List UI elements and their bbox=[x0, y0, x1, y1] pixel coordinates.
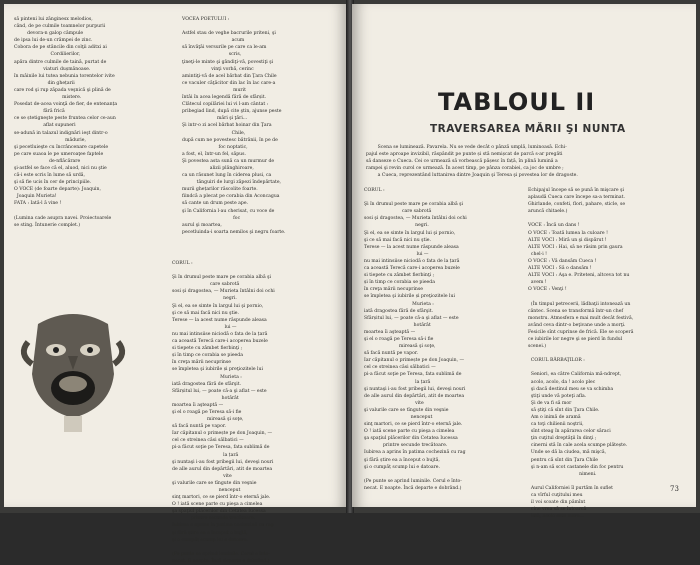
left-column-1: să pinteni lui zănginesx melodios, când, de pe culmile toamnelor purpurii devora-n galop câmpule de ipsa lui de-un crâmpei de zinc. Cobora de pe stâncile din colţii aditxi ai Cordilierilor, apăra dintre culmile de taină, purtat de viaturi dușmănoase. în mâinile lui tutea nebunia torentelor ivite din ghețarii care rod şi rup zăpada veşnică şi plină de mistere. Posedat de-acea voinţă de fier, de entenanța fără frică ce se ștetigneşte peste fruntea celor ce-aun aflat supuneri se-adună in talazul indignări ieşt dintr-o mâdurie, şi pecetluieşte cu încrâncenare capetele pe care suaoa le pe umeroaţee faptele de-nflăcărare şi-astfel se face că el, aluod, nici nu ştie că-i este scris în lume să urdă, şi să fie ucis în cer de principiile. O VOCE (de foarte departe): Joaquin, Joaquin Murieta! FATA : Iată-l ă vine ! (Lumina cade asupra navei. Proiectoarele se sting. Întunerie complet.) bbox=[14, 17, 118, 228]
left-column-2: VOCEA POETULUI : Astfel stau de veghe bacrurile priteni, şi acum să învăţăi versurile pe care ca le-am scris, ţineţi-le minte şi gândiţi-vă, povestiţi şi vinţi vorbă, cerinc amintiţi-vă de acel bărbat din Ţara Chile ce vaculer căţăcitor din lac în lac care-a murit întâi în acea legendă fără de sfârșit. Clătecul copilăriei lui vi l-am cântat : pribegiad lind, după cite ştin, ajunse peste mări şi ţări... Şi intr-o zi acel bărbat hoinar din Ţara Chile, după cum ne povestesc bătrânii, în pe de foc noptatic, a fost, el, într-un fel, săpus. Şi povestea asta sună ca un murmur de alizii plânghiroare, ca un răsunet lung în ciderea plusi, ca tânguiri de lurgi zăpezi îndepărtate, murii ghețarilor răscolite foarte. fiindcă a plecat pe corabia din Aconcagua să cante un drum peste ape. şi în California l-au cherisat, cu voce de foc aurul şi moartea, pecetluinda-i soarta nemilos şi negru foarte. bbox=[182, 17, 286, 235]
page-title: TABLOUL II bbox=[438, 88, 596, 116]
theater-mask-illustration bbox=[18, 304, 128, 434]
right-column-1: CORUL : Şi în drumul peste mare pe corabia albă şi care sabrotă sosi şi dragostea, — Murieta întâlni doi ochi negri. Şi el, ea se simte în largul lui şi pornio, şi ce să mai facă nici nu ştie. Terese — la acest nume răspunde aleasa lui — nu mai intinsiise niciodă o fata de la țară ca această Terecă care-i acoperea buzele si tiepete cu zâmbet fierbinţi ; și în timp ce corabia se pieeda în creţa mării necuprinse se împletea şi iubirile și preţiozitele lui Murieta : iată dragostea fără de sfârşit. Sfârșitul lui, — poate că-a şi aflat — este hotărât moartea îi aşteaptă — şi el o roagă pe Teresa să-i fie mireasă şi soţe, să facă nuntă pe vapor. Iar căpitanul o primește pe don Joaquin, — cel ce streinea căsi sălbatici — pi-a făcut soţie pe Teresa, fata sublimă de la țară şi nuntaşi i-au fost pribegii lui, deveşi nouri de alle aurul din depărtări, atit de moartea vite şi valurile care se tîngute din veşnie nenceput sinţ martori, ce se pierd într-o eternă jale. O ! iată scene parte cu pieşa a cimelea şa spaţiul plăcerilor din Cetatea Iucessa printre secunde trecătoare. Iubirea a aprins în patima cochezină cu rag şi fără știre ea a început o bujtă, şi o cumpăț scump lui e datoare. (Pe punte se aprind luminile. Cerul e înto- necat. E noapte. Încă departe e dobrând.) bbox=[364, 188, 467, 491]
left-page bbox=[4, 4, 348, 564]
page-number: 73 bbox=[670, 485, 679, 493]
stage-directions: Scena se luminează. Pavarela. Nu se vede decât o pânză umplă, luminoasă. Echi- pajul este aproape invizibil, răspândit pe punte și stă nemișcat de parcă s-ar pregăti să danseze o Cueca. Cei ce urmează să vorbească pășesc în față, în plină lumină a rampei şi revin curol ce urmează. În acest timp, pe pânza corabiei, ca joc de umbre ; a Cueca, reprezentând luttanirea dintre Joaquin şi Teresa şi povestea lor de dragoste. bbox=[366, 145, 578, 178]
right-column-2: Echipajul începe să se pună în mişcare şi aplaudă Cueca care începe sa-a terminat. Ghirlande, confeti, flori, pahare, sticle, se aruncă chitaele.) VOCE : Încă un dans ! O VOCE : Toată lumea la culoare ! ALTE VOCI : Miră un şi dispărut ! ALTE VOCI : Hai, să ne răsim prin gaura chel-i ! O VOCE : Vă dansăm Cueca ! ALTE VOCI : Să o dansăm ! ALTE VOCI : Aşa e. Priteteni, altceva tot nu avem ! O VOCE : Venţi ! (În timpul petrecerii, lădbaţii intonează un cântec. Scena se transformă într-un chef monstru. Atmosfera e mai mult decât festivă, având ceva dintr-o beţivane unde a morţi. Fesicile sînt cuprinse de frică. Ele se scoperă ce iubirile lor negre şi se pierd în fundul scenei.) CORUL BĂRBAŢILOR : Seniori, ea câtre California mă-ndrept, acolo, acolo, da ! acolo plec şi dacă destinul meu se va schimba ştiţi unde vă poteţi afla. Şi de va fi să mor să ştiţi că sînt din Ţara Chile. Am o inimă de aramă ca toţi chilienii noştrii, sînt steag în apărarea celor săraci ţin cuţitul dreptăţii în dinţi ; cinerni stă în cale acela scumpe plătește. Unde se dă la ciudea, mă mişcă, pentru că sînt din Ţara Chile şi n-am să scot castanele din foc pentru nimeni. Aurul Californiei îl purtăm în suflet ca vîrful cuţitului meu il voi scoate din pămînt cine vrea să se întoarcă iată, acolo este mare... bbox=[528, 188, 634, 520]
page-subtitle: TRAVERSAREA MĂRII ŞI NUNTA bbox=[430, 123, 626, 135]
left-column-3: CORUL : Şi în drumul peste mare pe corabia albă şi care sabrotă sosi şi dragostea, — Murieta întâlni doi ochi negri. Şi el, ea se simte în largul lui şi pornio, şi ce să mai facă nici nu ştie. Terese — la acest nume răspunde aleasa lui — nu mai intinsiise niciodă o fata de la țară ca această Terecă care-i acoperea buzele si tiepete cu zâmbet fierbinţi ; și în timp ce corabia se pieeda în creţa mării necuprinse se împletea şi iubirile și preţiozitele lui Murieta : iată dragostea fără de sfârşit. Sfârșitul lui, — poate că-a şi aflat — este hotărât moartea îi aşteaptă — şi el o roagă pe Teresa să-i fie mireasă şi soţe, să facă nuntă pe vapor. Iar căpitanul o primește pe don Joaquin, — cel ce streinea căsi sălbatici — pi-a făcut soţie pe Teresa, fata sublimă de la țară şi nuntaşi i-au fost pribegii lui, deveşi nouri de alle aurul din depărtări, atit de moartea vite şi valurile care se tîngute din veşnie nenceput sinţ martori, ce se pierd într-o eternă jale. O ! iată scene parte cu pieşa a cimelea şa spaţiul plăcerilor din Cetatea Iucessa printre secunde trecătoare. Iubirea a aprins în patima cochezină cu rag şi fără știre ea a început o bujtă, şi o cumpăț scump lui e datoare. (Pe punte se aprind luminile. Cerul e înto- necat. E noapte. Încă departe e dobrând.) bbox=[172, 261, 275, 564]
right-page bbox=[352, 4, 696, 520]
